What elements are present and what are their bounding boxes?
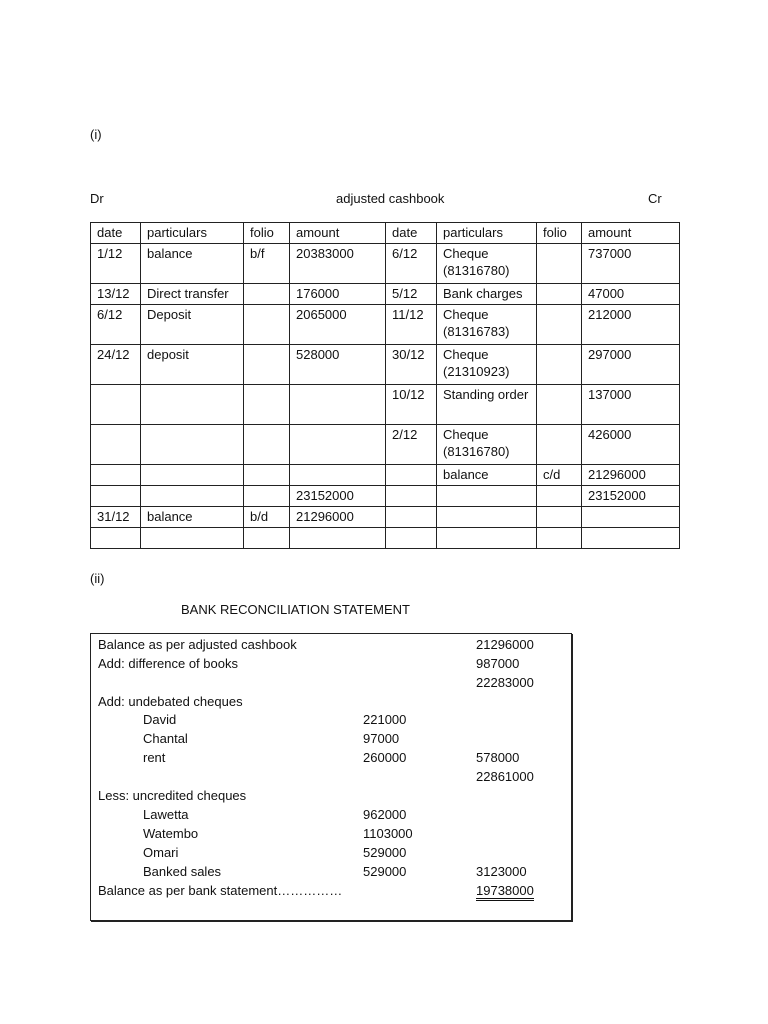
table-cell	[244, 425, 290, 465]
table-row	[91, 486, 680, 507]
table-cell	[386, 486, 437, 507]
lawetta-amount: 962000	[363, 807, 407, 822]
watembo-amount: 1103000	[363, 826, 413, 841]
table-row	[91, 507, 680, 528]
less-uncredited-label: Less: uncredited cheques	[98, 788, 247, 803]
table-cell: balance	[141, 507, 244, 528]
table-row	[91, 385, 680, 425]
table-cell	[537, 507, 582, 528]
table-cell	[290, 425, 386, 465]
header-cell: amount	[582, 223, 680, 244]
table-cell	[537, 486, 582, 507]
table-row	[91, 244, 680, 284]
table-row	[91, 345, 680, 385]
table-cell	[437, 507, 537, 528]
banked-sales-amount: 529000	[363, 864, 407, 879]
balance-bank-label: Balance as per bank statement……………	[98, 883, 343, 898]
table-cell: 5/12	[386, 284, 437, 305]
table-cell: 21296000	[290, 507, 386, 528]
table-cell	[537, 345, 582, 385]
balance-cashbook-amount: 21296000	[476, 637, 534, 652]
section-label-ii: (ii)	[90, 571, 105, 586]
table-cell	[91, 385, 141, 425]
david-amount: 221000	[363, 712, 407, 727]
table-cell: 2065000	[290, 305, 386, 345]
table-cell: 426000	[582, 425, 680, 465]
section-label-i: (i)	[90, 127, 102, 142]
table-cell	[141, 385, 244, 425]
omari-amount: 529000	[363, 845, 407, 860]
table-cell	[244, 284, 290, 305]
table-cell: Cheque (81316780)	[437, 244, 537, 284]
header-cell: particulars	[437, 223, 537, 244]
table-cell: Deposit	[141, 305, 244, 345]
table-row	[91, 425, 680, 465]
table-cell: 212000	[582, 305, 680, 345]
table-cell: 176000	[290, 284, 386, 305]
table-cell: 30/12	[386, 345, 437, 385]
table-cell	[386, 465, 437, 486]
table-cell: Cheque (81316783)	[437, 305, 537, 345]
table-cell	[91, 425, 141, 465]
table-cell: balance	[437, 465, 537, 486]
table-cell	[537, 385, 582, 425]
header-cell: date	[386, 223, 437, 244]
table-cell: 11/12	[386, 305, 437, 345]
add-undebated-label: Add: undebated cheques	[98, 694, 243, 709]
chantal-amount: 97000	[363, 731, 400, 746]
table-cell	[437, 528, 537, 549]
add-difference-amount: 987000	[476, 656, 520, 671]
table-cell	[91, 528, 141, 549]
table-cell: Cheque (21310923)	[437, 345, 537, 385]
add-difference-label: Add: difference of books	[98, 656, 238, 671]
header-cell: date	[91, 223, 141, 244]
table-row	[91, 305, 680, 345]
table-cell: 2/12	[386, 425, 437, 465]
david-label: David	[143, 712, 177, 727]
table-cell	[582, 507, 680, 528]
table-cell: c/d	[537, 465, 582, 486]
table-header-row	[91, 223, 680, 244]
header-cell: particulars	[141, 223, 244, 244]
table-cell: 23152000	[290, 486, 386, 507]
table-row	[91, 465, 680, 486]
table-cell	[290, 465, 386, 486]
table-cell	[582, 528, 680, 549]
uncredited-total: 3123000	[476, 864, 527, 879]
table-cell: 47000	[582, 284, 680, 305]
watembo-label: Watembo	[143, 826, 199, 841]
table-cell: 6/12	[386, 244, 437, 284]
table-cell	[91, 465, 141, 486]
table-cell: balance	[141, 244, 244, 284]
table-cell: 6/12	[91, 305, 141, 345]
table-cell	[141, 528, 244, 549]
header-cell: folio	[537, 223, 582, 244]
cr-label: Cr	[648, 191, 662, 206]
table-cell: 20383000	[290, 244, 386, 284]
lawetta-label: Lawetta	[143, 807, 189, 822]
table-cell	[537, 425, 582, 465]
header-cell: amount	[290, 223, 386, 244]
table-row	[91, 528, 680, 549]
table-cell	[537, 528, 582, 549]
table-cell: b/d	[244, 507, 290, 528]
subtotal-1: 22283000	[476, 675, 534, 690]
table-cell: 137000	[582, 385, 680, 425]
table-cell	[244, 465, 290, 486]
table-cell: Standing order	[437, 385, 537, 425]
table-cell: 24/12	[91, 345, 141, 385]
table-cell	[141, 425, 244, 465]
table-cell: Cheque (81316780)	[437, 425, 537, 465]
balance-bank-amount: 19738000	[476, 884, 534, 901]
omari-label: Omari	[143, 845, 179, 860]
table-cell: 528000	[290, 345, 386, 385]
table-cell: 23152000	[582, 486, 680, 507]
table-cell: Direct transfer	[141, 284, 244, 305]
table-cell: 21296000	[582, 465, 680, 486]
table-cell	[244, 528, 290, 549]
table-cell	[537, 305, 582, 345]
table-cell: 297000	[582, 345, 680, 385]
header-cell: folio	[244, 223, 290, 244]
table-cell	[537, 284, 582, 305]
table-cell	[290, 528, 386, 549]
banked-sales-label: Banked sales	[143, 864, 222, 879]
table-cell	[244, 385, 290, 425]
table-cell: 10/12	[386, 385, 437, 425]
table-cell	[141, 486, 244, 507]
reconciliation-statement	[90, 633, 572, 921]
table-cell: 13/12	[91, 284, 141, 305]
cashbook-table	[90, 222, 680, 549]
table-cell	[244, 345, 290, 385]
table-cell: 737000	[582, 244, 680, 284]
table-cell	[386, 528, 437, 549]
table-cell	[91, 486, 141, 507]
dr-label: Dr	[90, 191, 104, 206]
cashbook-title: adjusted cashbook	[336, 191, 445, 206]
rent-label: rent	[143, 750, 166, 765]
subtotal-2: 22861000	[476, 769, 534, 784]
reconciliation-title: BANK RECONCILIATION STATEMENT	[181, 602, 410, 617]
undebated-total: 578000	[476, 750, 520, 765]
table-cell	[290, 385, 386, 425]
table-row	[91, 284, 680, 305]
table-cell: 1/12	[91, 244, 141, 284]
table-cell	[141, 465, 244, 486]
table-cell	[244, 486, 290, 507]
table-cell	[244, 305, 290, 345]
table-cell	[537, 244, 582, 284]
chantal-label: Chantal	[143, 731, 188, 746]
rent-amount: 260000	[363, 750, 407, 765]
table-cell: deposit	[141, 345, 244, 385]
balance-cashbook-label: Balance as per adjusted cashbook	[98, 637, 297, 652]
table-cell	[437, 486, 537, 507]
table-cell: Bank charges	[437, 284, 537, 305]
table-cell: 31/12	[91, 507, 141, 528]
table-cell	[386, 507, 437, 528]
table-cell: b/f	[244, 244, 290, 284]
